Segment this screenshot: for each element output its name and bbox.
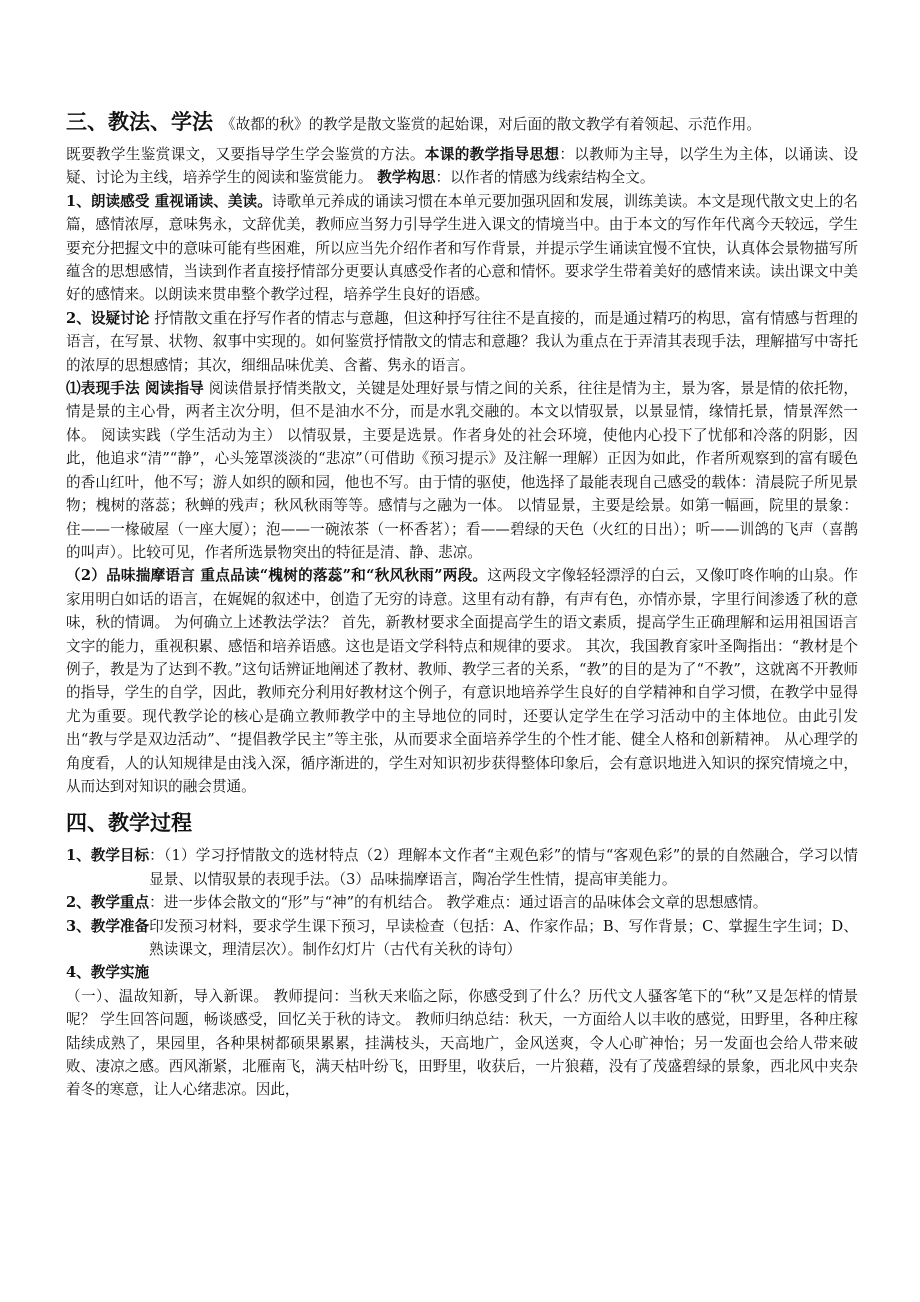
item-reading <box>66 190 858 307</box>
teaching-goals-text: ：（1）学习抒情散文的选材特点（2）理解本文作者“主观色彩”的情与“客观色彩”的景的自然融合，学习以情显景、以情驭景的表现手法。（3）品味揣摩语言，陶冶学生性情，提高审美能力。 <box>149 847 858 888</box>
item-reading-label: 1、朗读感受 重视诵读、美读。 <box>66 192 272 210</box>
teaching-preparation <box>66 915 858 962</box>
section-3-heading: 三、教法、学法 <box>66 109 213 134</box>
section-3-intro <box>66 104 858 143</box>
sub-item-language-text: 这两段文字像轻轻漂浮的白云，又像叮咚作响的山泉。作家用明白如话的语言，在娓娓的叙述中，创造了无穷的诗意。这里有动有静，有声有色，亦情亦景，字里行间渗透了秋的意味，秋的情调。 为何确立上述教法学法？ 首先，新教材要求全面提高学生的语文素质，提高学生正确理解和运用祖国语言文字的能力，重视积累、感悟和培养语感。这也是语文学科特点和规律的要求。 其次，我国教育家叶圣陶指出：“教材是个例子，教是为了达到不教。”这句话辨证地阐述了教材、教师、教学三者的关系，“教”的目的是为了“不教”，这就离不开教师的指导，学生的自学，因此，教师充分利用好教材这个例子，有意识地培养学生良好的自学精神和自学习惯，在教学中显得尤为重要。现代教学论的核心是确立教师教学中的主导地位的同时，还要认定学生在学习活动中的主体地位。由此引发出“教与学是双边活动”、“提倡教学民主”等主张，从而要求全面培养学生的个性才能、健全人格和创新精神。 从心理学的角度看，人的认知规律是由浅入深，循序渐进的，学生对知识初步获得整体印象后，会有意识地进入知识的探究情境之中，从而达到对知识的融会贯通。 <box>66 567 858 795</box>
teaching-preparation-text: 印发预习材料，要求学生课下预习，早读检查（包括：A、作家作品；B、写作背景；C、掌握生字生词；D、熟读课文，理清层次）。制作幻灯片（古代有关秋的诗句） <box>149 917 858 958</box>
item-questioning <box>66 307 858 377</box>
teaching-focus-label: 2、教学重点 <box>66 894 150 912</box>
teaching-implementation-label: 4、教学实施 <box>66 964 150 982</box>
sub-item-expression-text: 阅读借景抒情类散文，关键是处理好景与情之间的关系，往往是情为主，景为客，景是情的依托物，情是景的主心骨，两者主次分明，但不是油水不分，而是水乳交融的。本文以情驭景，以景显情，缘情托景，情景浑然一体。 阅读实践（学生活动为主） 以情驭景，主要是选景。作者身处的社会环境，使他内心投下了忧郁和冷落的阴影，因此，他追求“清”“静”，心头笼罩淡淡的“悲凉”（可借助《预习提示》及注解一理解）正因为如此，作者所观察到的富有暖色的香山红叶，他不写；游人如织的颐和园，他也不写。由于情的驱使，他选择了最能表现自己感受的载体：清晨院子所见景物；槐树的落蕊；秋蝉的残声；秋风秋雨等等。感情与之融为一体。 以情显景，主要是绘景。如第一幅画，院里的景象：住——一椽破屋（一座大厦）；泡——一碗浓茶（一杯香茗）；看——碧绿的天色（火红的日出）；听——训鸽的飞声（喜鹊的叫声）。比较可见，作者所选景物突出的特征是清、静、悲凉。 <box>66 380 858 561</box>
sub-item-expression-label: ⑴表现手法 阅读指导 <box>66 380 205 398</box>
teaching-focus-text: ：进一步体会散文的“形”与“神”的有机结合。 教学难点：通过语言的品味体会文章的思想感情。 <box>149 894 768 912</box>
concept-text: ：以作者的情感为线索结构全文。 <box>435 169 655 187</box>
sub-item-language-label: （2）品味揣摩语言 重点品读“槐树的落蕊”和“秋风秋雨”两段。 <box>66 567 488 585</box>
guiding-text-b: ：以教师为主导，以学生为主体，以诵读、设疑、讨论为主线，培养学生的阅读和鉴赏能力。 <box>66 146 858 187</box>
concept-label: 教学构思 <box>377 169 436 187</box>
teaching-goals <box>66 844 858 891</box>
item-reading-text: 诗歌单元养成的诵读习惯在本单元要加强巩固和发展，训练美读。本文是现代散文史上的名篇，感情浓厚，意味隽永，文辞优美，教师应当努力引导学生进入课文的情境当中。由于本文的写作年代离今天较远，学生要充分把握文中的意味可能有些困难，所以应当先介绍作者和写作背景，并提示学生诵读宜慢不宜快，认真体会景物描写所蕴含的思想感情，当读到作者直接抒情部分更要认真感受作者的心意和情怀。要求学生带着美好的感情来读。读出课文中美好的感情来。以朗读来贯串整个教学过程，培养学生良好的语感。 <box>66 192 858 304</box>
guiding-label: 本课的教学指导思想 <box>424 146 560 163</box>
teaching-focus <box>66 891 858 914</box>
teaching-preparation-label: 3、教学准备 <box>66 917 150 935</box>
section-4-heading: 四、教学过程 <box>66 810 192 836</box>
paragraph-guiding-thought <box>66 143 858 190</box>
sub-item-language <box>66 564 858 798</box>
item-questioning-label: 2、设疑讨论 <box>66 309 150 327</box>
teaching-implementation-text: （一）、温故知新，导入新课。 教师提问：当秋天来临之际，你感受到了什么？历代文人骚客笔下的“秋”又是怎样的情景呢？ 学生回答问题，畅谈感受，回忆关于秋的诗文。 教师归纳总结：秋天，一方面给人以丰收的感觉，田野里，各种庄稼陆续成熟了，果园里，各种果树都硕果累累，挂满枝头，天高地广，金风送爽，令人心旷神怡；另一发面也会给人带来破败、凄凉之感。西风渐紧，北雁南飞，满天枯叶纷飞，田野里，收获后，一片狼藉，没有了茂盛碧绿的景象，西北风中夹杂着冬的寒意，让人心绪悲凉。因此， <box>66 987 858 1099</box>
sub-item-expression <box>66 377 858 564</box>
section-3-intro-text: 《故都的秋》的教学是散文鉴赏的起始课，对后面的散文教学有着领起、示范作用。 <box>221 116 761 133</box>
guiding-text-a: 既要教学生鉴赏课文，又要指导学生学会鉴赏的方法。 <box>66 146 425 163</box>
teaching-goals-label: 1、教学目标 <box>66 847 150 865</box>
item-questioning-text: 抒情散文重在抒写作者的情志与意趣，但这种抒写往往不是直接的，而是通过精巧的构思，富有情感与哲理的语言，在写景、状物、叙事中实现的。如何鉴赏抒情散文的情志和意趣？我认为重点在于弄清其表现手法，理解描写中寄托的浓厚的思想感情；其次，细细品味优美、含蓄、隽永的语言。 <box>66 309 858 374</box>
